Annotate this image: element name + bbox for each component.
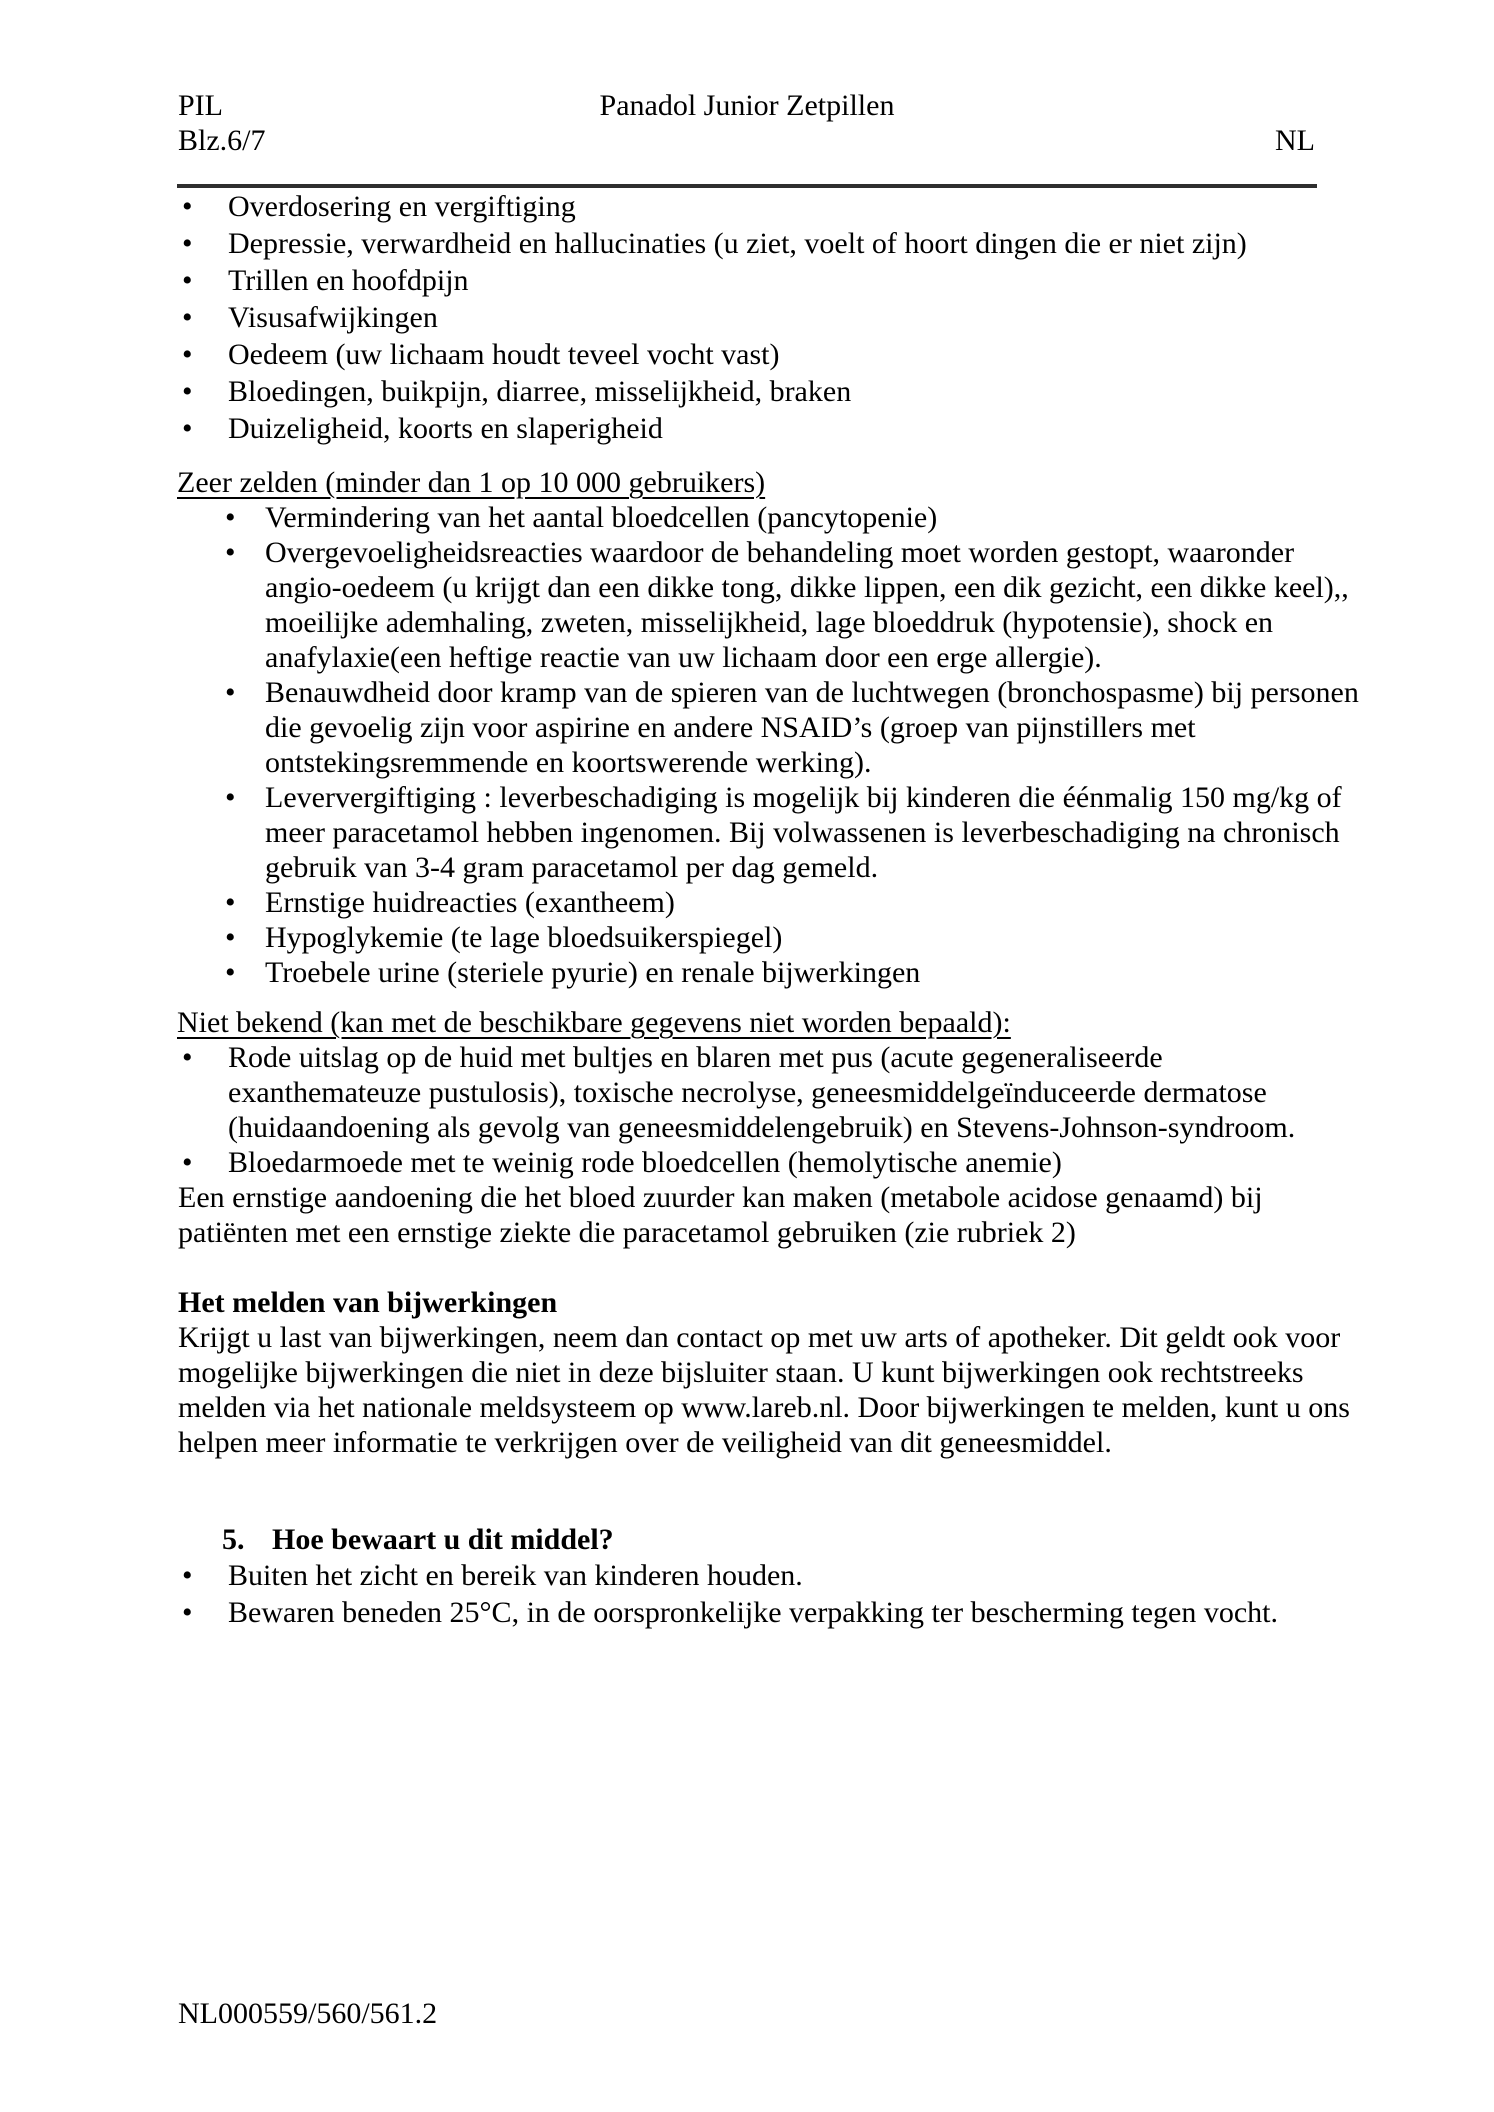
- reporting-heading: Het melden van bijwerkingen: [178, 1286, 558, 1319]
- list-item: [0, 920, 1360, 955]
- bullet-icon: •: [225, 781, 236, 814]
- list-item: [0, 500, 1360, 535]
- page-footer: [178, 1996, 437, 2031]
- list-item: [0, 1594, 1360, 1631]
- storage-list: [0, 1557, 1494, 1631]
- list-item-text: Troebele urine (steriele pyurie) en renale bijwerkingen: [265, 956, 921, 989]
- list-item-text: Overgevoeligheidsreacties waardoor de behandeling moet worden gestopt, waaronder angio-oedeem (u krijgt dan een dikke tong, dikke lippen, een dik gezicht, een dikke keel),, moeilijke ademhaling, zweten, misselijkheid, lage bloeddruk (hypotensie), shock en anafylaxie(een heftige reactie van uw lichaam door een erge allergie).: [265, 536, 1349, 674]
- bullet-icon: •: [225, 501, 236, 534]
- document-title: Panadol Junior Zetpillen: [599, 89, 895, 122]
- list-item: [0, 1145, 1360, 1180]
- list-item-text: Ernstige huidreacties (exantheem): [265, 886, 675, 919]
- bullet-icon: •: [182, 375, 193, 408]
- list-item: [0, 535, 1360, 675]
- storage-section-heading: [222, 1522, 1494, 1557]
- list-item-text: Vermindering van het aantal bloedcellen (pancytopenie): [265, 501, 938, 534]
- list-item-text: Trillen en hoofdpijn: [228, 264, 469, 297]
- list-item: [0, 1557, 1360, 1594]
- list-item-text: Depressie, verwardheid en hallucinaties (u ziet, voelt of hoort dingen die er niet zijn): [228, 227, 1247, 260]
- list-item: [0, 299, 1360, 336]
- list-item-text: Overdosering en vergiftiging: [228, 190, 576, 223]
- document-reference: NL000559/560/561.2: [178, 1997, 438, 2030]
- list-item-text: Bloedarmoede met te weinig rode bloedcellen (hemolytische anemie): [228, 1146, 1062, 1179]
- list-item-text: Oedeem (uw lichaam houdt teveel vocht vast): [228, 338, 780, 371]
- not-known-heading: Niet bekend (kan met de beschikbare gegevens niet worden bepaald):: [177, 1006, 1011, 1039]
- list-item: [0, 955, 1360, 990]
- list-item: [0, 373, 1360, 410]
- bullet-icon: •: [182, 1596, 193, 1629]
- bullet-icon: •: [182, 264, 193, 297]
- bullet-icon: •: [225, 921, 236, 954]
- reporting-paragraph: Krijgt u last van bijwerkingen, neem dan contact op met uw arts of apotheker. Dit geldt ook voor mogelijke bijwerkingen die niet in deze bijsluiter staan. U kunt bijwerkingen ook rechtstreeks melden via het nationale meldsysteem op www.lareb.nl. Door bijwerkingen te melden, kunt u ons helpen meer informatie te verkrijgen over de veiligheid van dit geneesmiddel.: [178, 1321, 1350, 1459]
- bullet-icon: •: [182, 1559, 193, 1592]
- list-item: [0, 675, 1360, 780]
- bullet-icon: •: [225, 676, 236, 709]
- list-item: [0, 188, 1360, 225]
- bullet-icon: •: [182, 190, 193, 223]
- list-item-text: Leververgiftiging : leverbeschadiging is mogelijk bij kinderen die éénmalig 150 mg/kg of meer paracetamol hebben ingenomen. Bij volwassenen is leverbeschadiging na chronisch gebruik van 3-4 gram paracetamol per dag gemeld.: [265, 781, 1342, 884]
- list-item-text: Duizeligheid, koorts en slaperigheid: [228, 412, 663, 445]
- bullet-icon: •: [225, 536, 236, 569]
- bullet-icon: •: [225, 886, 236, 919]
- page-number-label: Blz.6/7: [178, 124, 266, 157]
- section-number: 5.: [222, 1523, 245, 1556]
- page-header: [0, 0, 1494, 188]
- bullet-icon: •: [182, 227, 193, 260]
- doc-type-label: PIL: [178, 89, 223, 122]
- acidosis-note: Een ernstige aandoening die het bloed zuurder kan maken (metabole acidose genaamd) bij patiënten met een ernstige ziekte die paracetamol gebruiken (zie rubriek 2): [178, 1181, 1263, 1249]
- bullet-icon: •: [182, 412, 193, 445]
- list-item-text: Buiten het zicht en bereik van kinderen houden.: [228, 1559, 803, 1592]
- list-item-text: Rode uitslag op de huid met bultjes en blaren met pus (acute gegeneraliseerde exanthemateuze pustulosis), toxische necrolyse, geneesmiddelgeïnduceerde dermatose (huidaandoening als gevolg van geneesmiddelengebruik) en Stevens-Johnson-syndroom.: [228, 1041, 1296, 1144]
- bullet-icon: •: [225, 956, 236, 989]
- very-rare-list: [0, 500, 1494, 990]
- list-item-text: Bloedingen, buikpijn, diarree, misselijkheid, braken: [228, 375, 852, 408]
- not-known-list: [0, 1040, 1494, 1180]
- bullet-icon: •: [182, 338, 193, 371]
- list-item-text: Benauwdheid door kramp van de spieren van de luchtwegen (bronchospasme) bij personen die gevoelig zijn voor aspirine en andere NSAID’s (groep van pijnstillers met ontstekingsremmende en koortswerende werking).: [265, 676, 1359, 779]
- section-title: Hoe bewaart u dit middel?: [272, 1523, 614, 1556]
- list-item-text: Bewaren beneden 25°C, in de oorspronkelijke verpakking ter bescherming tegen vocht.: [228, 1596, 1278, 1629]
- bullet-icon: •: [182, 1146, 193, 1179]
- list-item: [0, 410, 1360, 447]
- list-item-text: Visusafwijkingen: [228, 301, 438, 334]
- very-rare-heading: Zeer zelden (minder dan 1 op 10 000 gebruikers): [177, 466, 766, 499]
- list-item: [0, 262, 1360, 299]
- list-item: [0, 225, 1360, 262]
- list-item: [0, 336, 1360, 373]
- list-item: [0, 885, 1360, 920]
- header-row-1: [0, 88, 1494, 123]
- side-effects-list: [0, 188, 1494, 447]
- language-code-label: NL: [1275, 124, 1315, 157]
- bullet-icon: •: [182, 1041, 193, 1074]
- list-item: [0, 1040, 1360, 1145]
- list-item: [0, 780, 1360, 885]
- list-item-text: Hypoglykemie (te lage bloedsuikerspiegel): [265, 921, 783, 954]
- header-row-2: [0, 123, 1494, 158]
- bullet-icon: •: [182, 301, 193, 334]
